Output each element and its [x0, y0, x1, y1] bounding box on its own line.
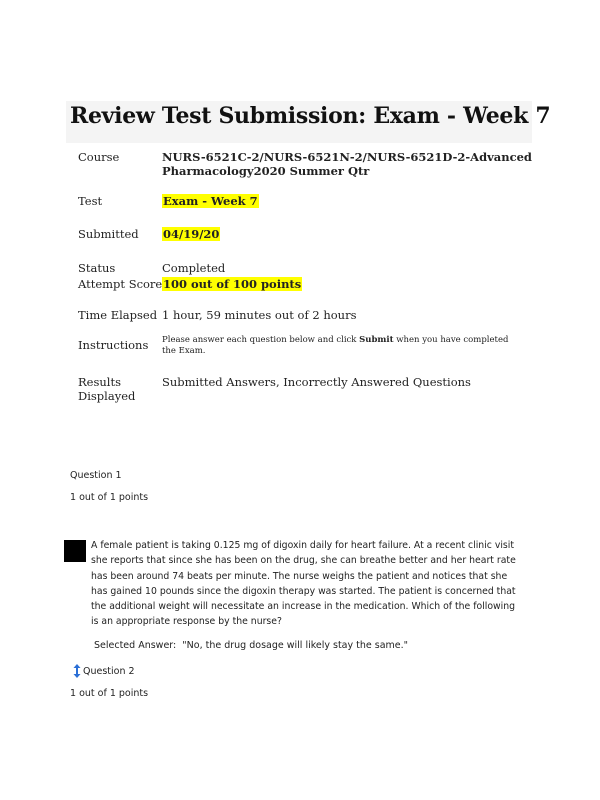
attempt-value: 100 out of 100 points	[163, 277, 302, 291]
instructions-value	[162, 335, 522, 357]
question-1-title: Question 1	[70, 470, 122, 481]
black-square-icon	[64, 540, 86, 562]
submitted-value: 04/19/20	[163, 227, 220, 241]
question-2-points: 1 out of 1 points	[70, 688, 149, 699]
instructions-label: Instructions	[78, 338, 149, 352]
attempt-label: Attempt Score	[78, 277, 163, 291]
results-label-line1: Results	[78, 375, 121, 389]
instructions-text-pre: Please answer each question below and click	[162, 335, 360, 345]
status-label: Status	[78, 261, 116, 275]
page-title-bar	[66, 101, 551, 143]
question-1-points: 1 out of 1 points	[70, 492, 149, 503]
course-value-line1: NURS-6521C-2/NURS-6521N-2/NURS-6521D-2-Advanced	[162, 150, 532, 164]
question-1-text: A female patient is taking 0.125 mg of digoxin daily for heart failure. At a recent clinic visit she reports that since she has been on the drug, she can breathe better and her heart rate has been around 74 beats per minute. The nurse weighs the patient and notices that she has gained 10 pounds since the digoxin therapy was started. The patient is concerned that the additional weight will necessitate an increase in the medication. Which of the following is an appropriate response by the nurse?	[91, 540, 516, 628]
selected-answer-value: "No, the drug dosage will likely stay the same."	[182, 640, 409, 651]
course-value	[162, 150, 532, 178]
results-label-line2: Displayed	[78, 389, 136, 403]
time-value: 1 hour, 59 minutes out of 2 hours	[162, 308, 357, 322]
instructions-submit-word: Submit	[359, 335, 394, 345]
results-label	[78, 375, 135, 403]
status-value: Completed	[162, 261, 226, 275]
up-down-arrow-icon[interactable]	[73, 664, 81, 678]
test-value: Exam - Week 7	[163, 194, 258, 208]
instructions-text-post: when you have completed the Exam.	[162, 335, 509, 356]
test-label: Test	[78, 194, 103, 208]
time-label: Time Elapsed	[78, 308, 158, 322]
submitted-label: Submitted	[78, 227, 139, 241]
question-1-selected-answer	[94, 640, 408, 651]
course-label: Course	[78, 150, 120, 164]
question-2-title: Question 2	[83, 666, 135, 677]
results-value: Submitted Answers, Incorrectly Answered Questions	[162, 375, 471, 389]
course-value-line2: Pharmacology2020 Summer Qtr	[162, 164, 370, 178]
page-title: Review Test Submission: Exam - Week 7	[70, 103, 551, 129]
selected-answer-label: Selected Answer:	[94, 640, 177, 651]
